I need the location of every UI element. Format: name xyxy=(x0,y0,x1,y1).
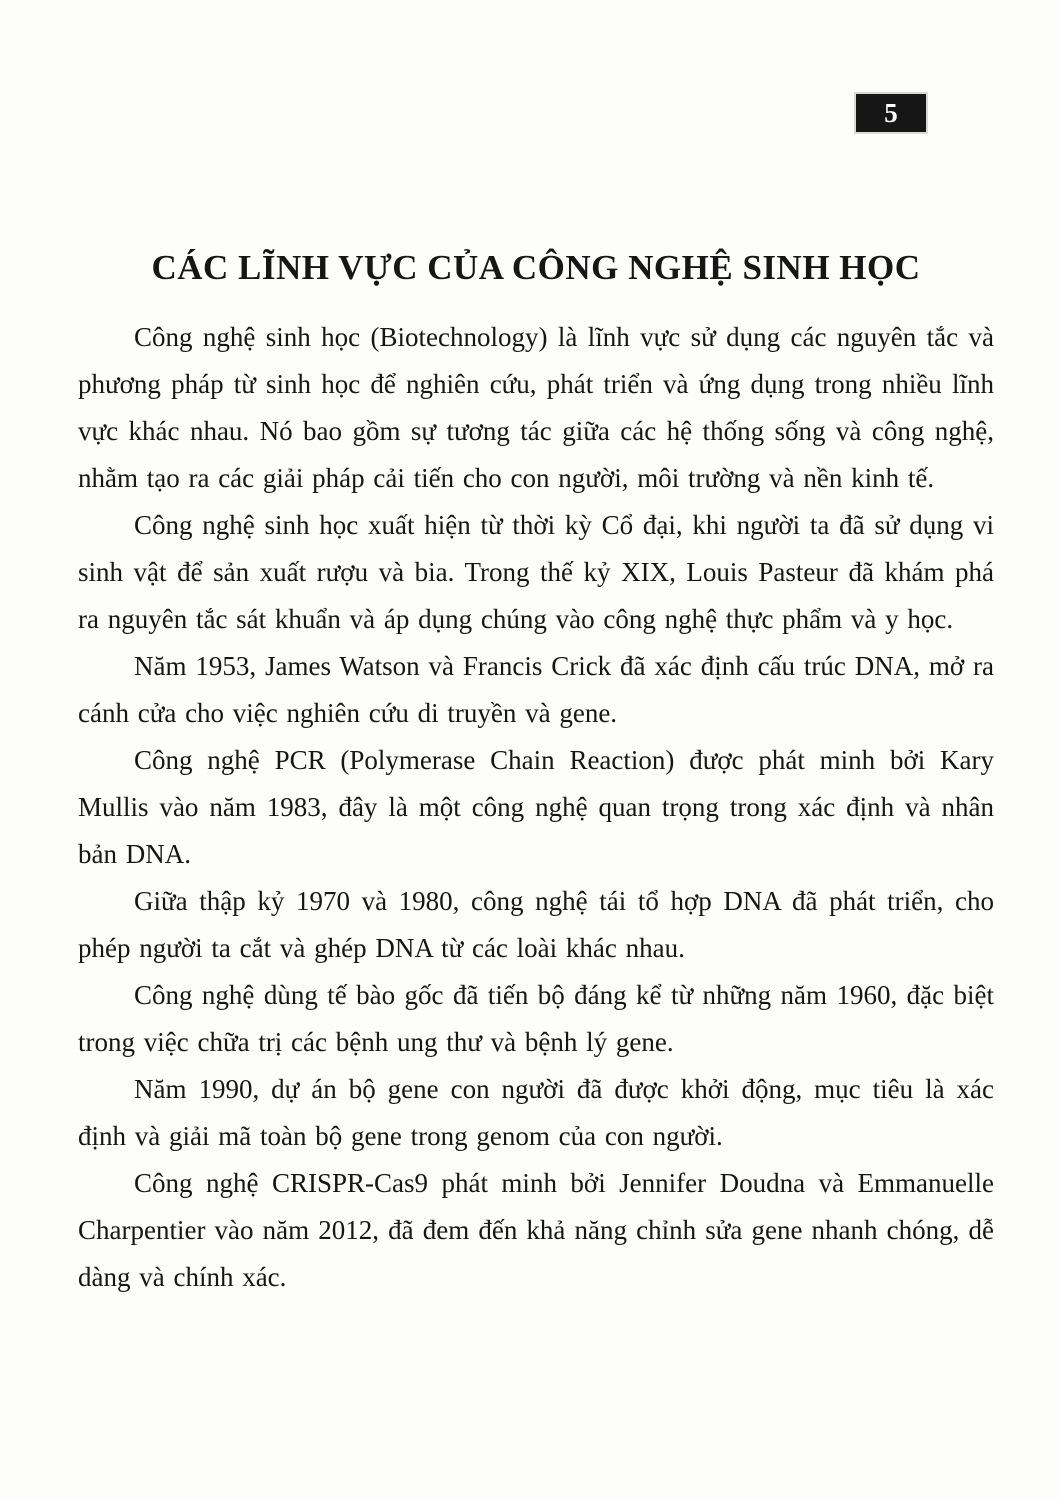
paragraph-4: Công nghệ PCR (Polymerase Chain Reaction) được phát minh bởi Kary Mullis vào năm 1983, đây là một công nghệ quan trọng trong xác định và nhân bản DNA. xyxy=(78,745,994,869)
page-content xyxy=(78,248,994,1301)
paragraph-7: Năm 1990, dự án bộ gene con người đã được khởi động, mục tiêu là xác định và giải mã toàn bộ gene trong genom của con người. xyxy=(78,1074,994,1151)
page-number: 5 xyxy=(884,97,898,128)
paragraph-6: Công nghệ dùng tế bào gốc đã tiến bộ đáng kể từ những năm 1960, đặc biệt trong việc chữa trị các bệnh ung thư và bệnh lý gene. xyxy=(78,980,994,1057)
paragraph-8: Công nghệ CRISPR-Cas9 phát minh bởi Jennifer Doudna và Emmanuelle Charpentier vào năm 2012, đã đem đến khả năng chỉnh sửa gene nhanh chóng, dễ dàng và chính xác. xyxy=(78,1168,994,1292)
paragraph-3: Năm 1953, James Watson và Francis Crick đã xác định cấu trúc DNA, mở ra cánh cửa cho việc nghiên cứu di truyền và gene. xyxy=(78,651,994,728)
paragraph-1: Công nghệ sinh học (Biotechnology) là lĩnh vực sử dụng các nguyên tắc và phương pháp từ sinh học để nghiên cứu, phát triển và ứng dụng trong nhiều lĩnh vực khác nhau. Nó bao gồm sự tương tác giữa các hệ thống sống và công nghệ, nhằm tạo ra các giải pháp cải tiến cho con người, môi trường và nền kinh tế. xyxy=(78,322,994,493)
page-number-badge xyxy=(856,94,926,132)
paragraph-2: Công nghệ sinh học xuất hiện từ thời kỳ Cổ đại, khi người ta đã sử dụng vi sinh vật để sản xuất rượu và bia. Trong thế kỷ XIX, Louis Pasteur đã khám phá ra nguyên tắc sát khuẩn và áp dụng chúng vào công nghệ thực phẩm và y học. xyxy=(78,510,994,634)
page-title: CÁC LĨNH VỰC CỦA CÔNG NGHỆ SINH HỌC xyxy=(151,248,921,287)
paragraph-5: Giữa thập kỷ 1970 và 1980, công nghệ tái tổ hợp DNA đã phát triển, cho phép người ta cắt và ghép DNA từ các loài khác nhau. xyxy=(78,886,994,963)
